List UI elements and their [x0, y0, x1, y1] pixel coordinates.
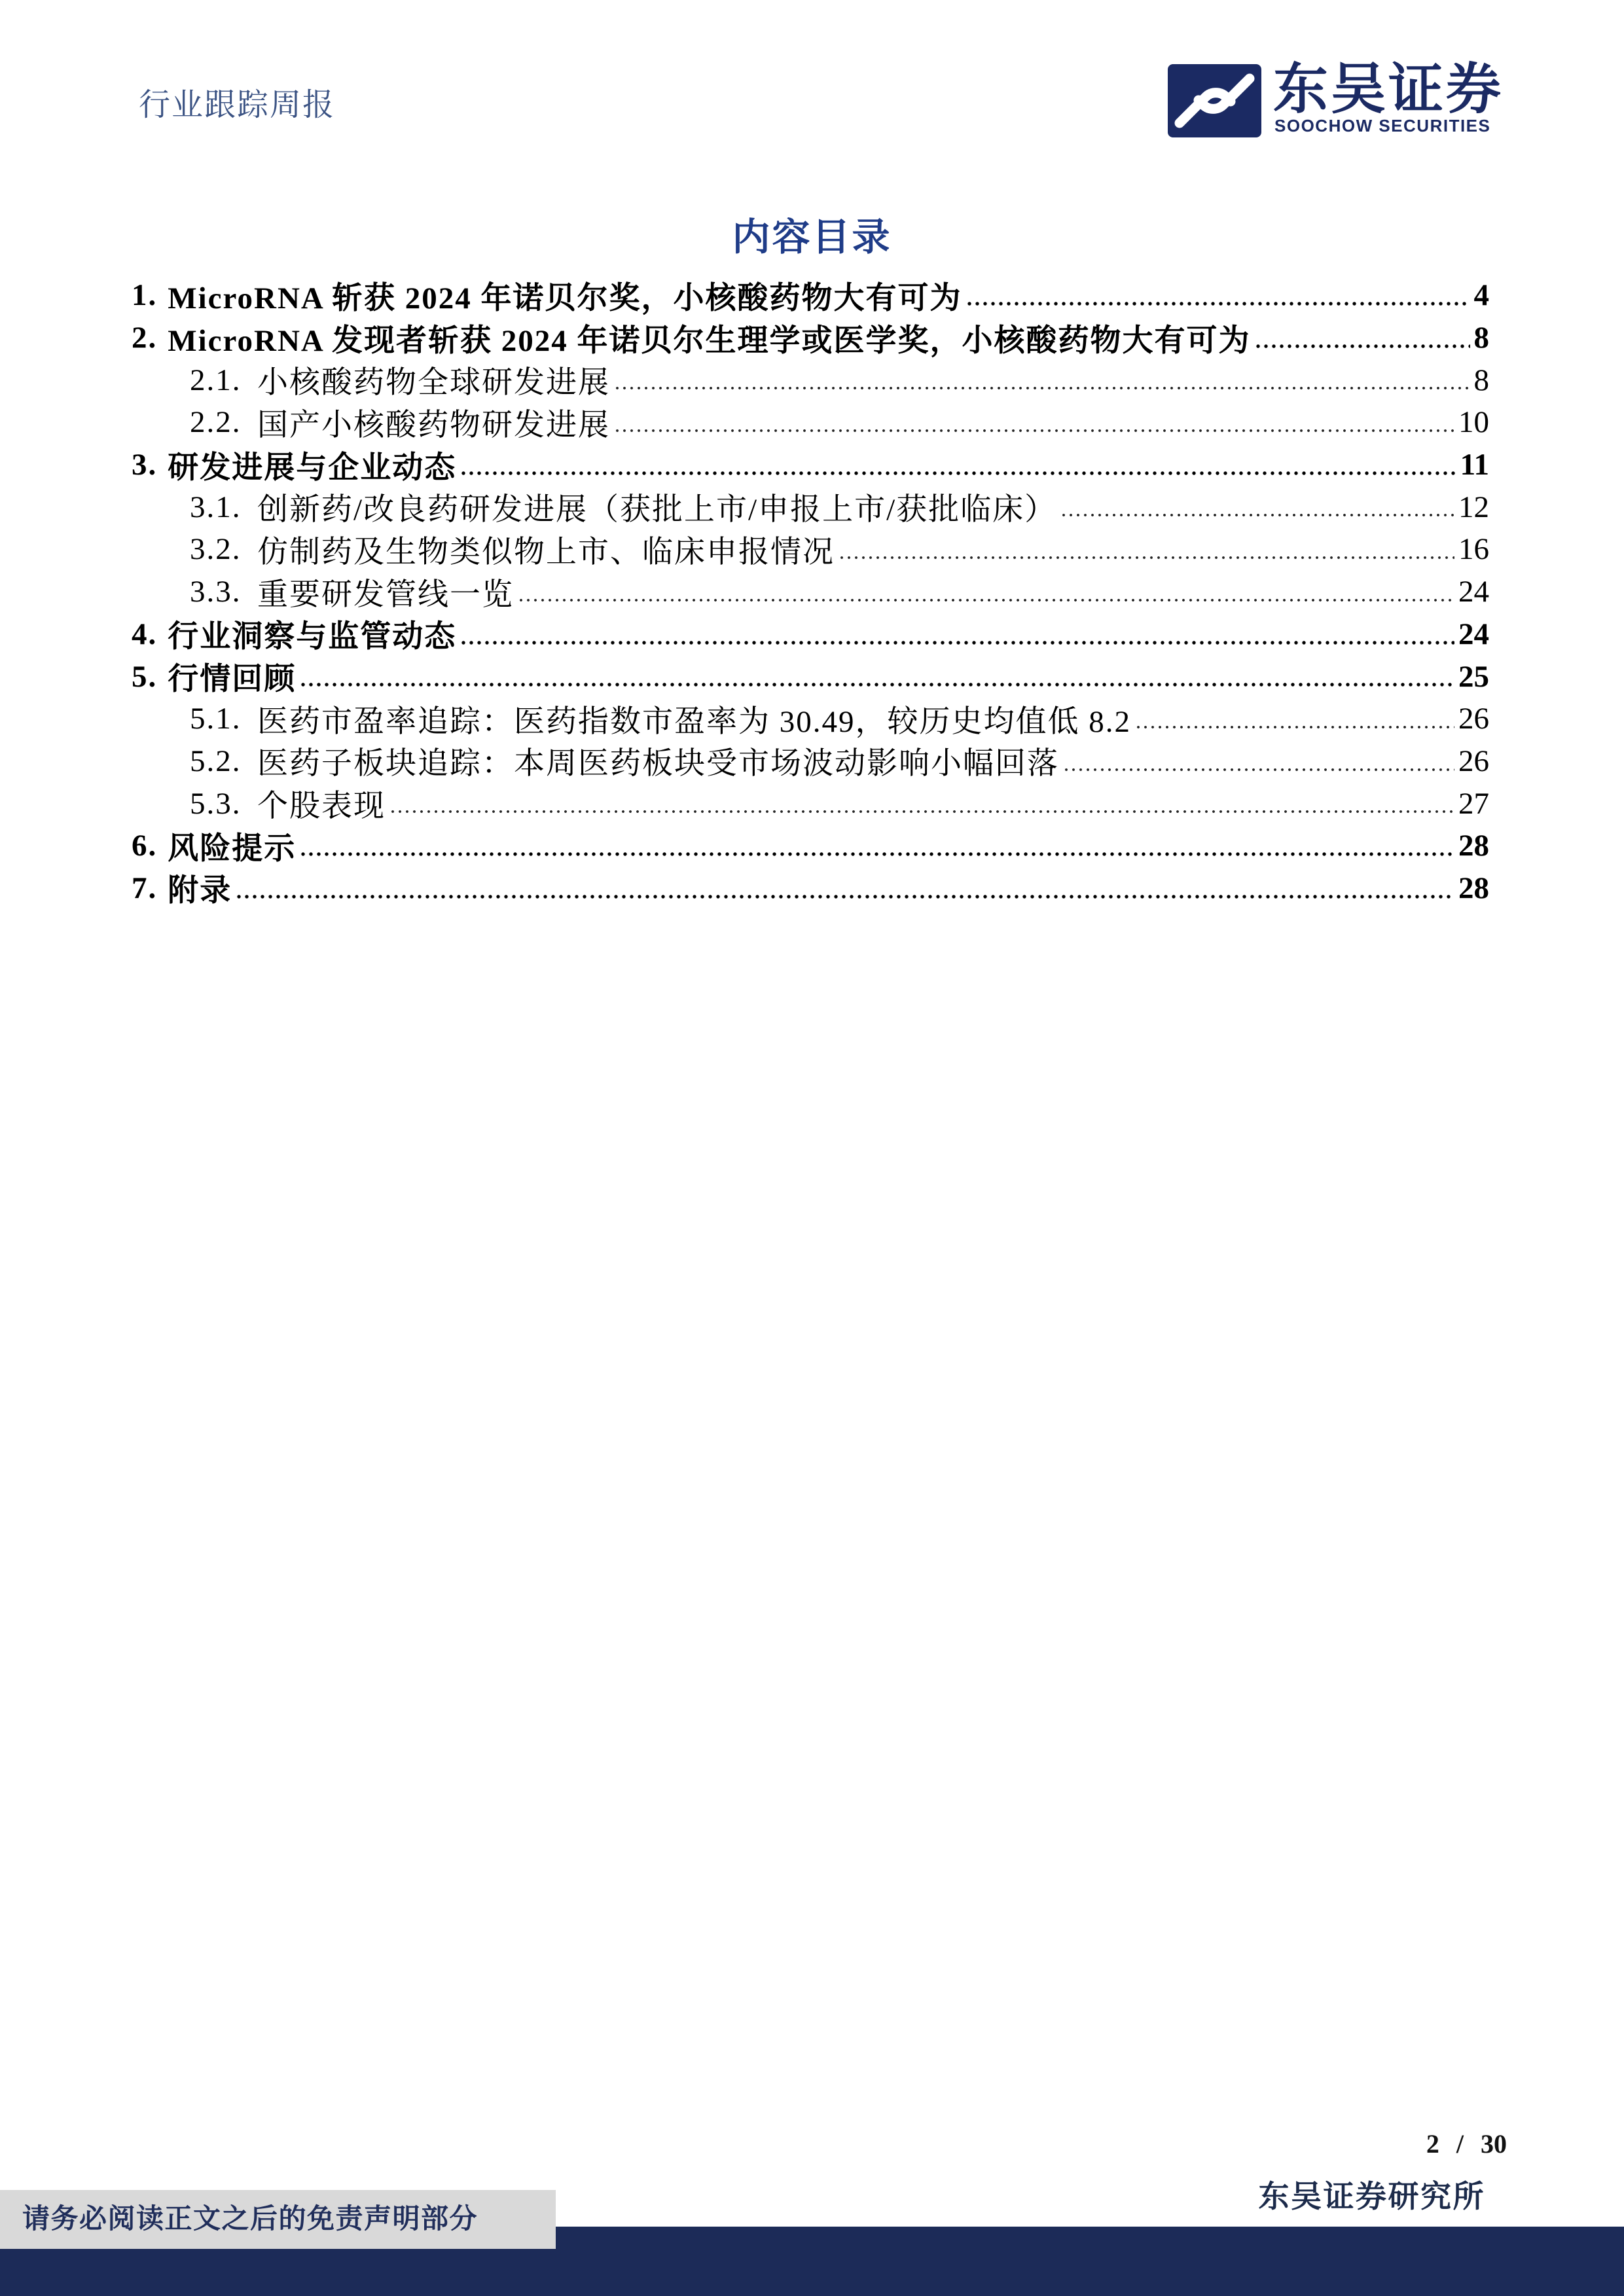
toc-entry-title: 行情回顾 [168, 662, 297, 697]
soochow-logo-icon [1168, 64, 1261, 137]
report-type-label: 行业跟踪周报 [139, 88, 336, 122]
dot-leader [461, 444, 1456, 486]
toc-entry-number: 4. [132, 617, 158, 651]
toc-entry-page: 12 [1458, 490, 1489, 524]
toc-entry-2-2[interactable] [132, 401, 1489, 444]
page-number: 2 / 30 [1426, 2129, 1507, 2159]
toc-entry-5-3[interactable] [132, 782, 1489, 825]
toc-entry-number: 2.2. [190, 405, 242, 440]
toc-entry-number: 5.3. [190, 786, 242, 821]
brand-name-cn: 东吴证券 [1273, 57, 1504, 121]
disclaimer-text: 请务必阅读正文之后的免责声明部分 [22, 2204, 478, 2234]
toc-entry-7[interactable] [132, 867, 1489, 910]
toc-entry-page: 26 [1458, 744, 1489, 778]
toc-entry-title: 医药子板块追踪：本周医药板块受市场波动影响小幅回落 [257, 747, 1059, 781]
toc-entry-page: 27 [1458, 786, 1489, 821]
toc-entry-page: 26 [1458, 702, 1489, 736]
toc-entry-number: 3.1. [190, 490, 242, 524]
toc-entry-page: 4 [1473, 278, 1489, 313]
toc-entry-title: 行业洞察与监管动态 [168, 620, 457, 655]
toc-entry-number: 2. [132, 321, 158, 355]
toc-entry-page: 8 [1473, 363, 1489, 397]
toc-entry-title: 创新药/改良药研发进展（获批上市/申报上市/获批临床） [257, 493, 1057, 528]
toc-entry-6[interactable] [132, 825, 1489, 867]
toc-entry-5[interactable] [132, 655, 1489, 698]
toc-entry-number: 7. [132, 870, 158, 905]
toc-entry-1[interactable] [132, 274, 1489, 317]
toc-entry-page: 25 [1458, 659, 1489, 694]
dot-leader [391, 782, 1454, 825]
dot-leader [1136, 698, 1454, 740]
dot-leader [519, 571, 1454, 613]
dot-leader [301, 825, 1454, 867]
toc-entry-5-2[interactable] [132, 740, 1489, 783]
toc-entry-number: 5.2. [190, 744, 242, 778]
toc-entry-page: 10 [1458, 405, 1489, 440]
toc-entry-title: 小核酸药物全球研发进展 [257, 366, 610, 401]
toc-entry-title: 风险提示 [168, 831, 297, 866]
toc-entry-page: 24 [1458, 575, 1489, 609]
toc-entry-number: 3. [132, 448, 158, 482]
toc-entry-title: 仿制药及生物类似物上市、临床申报情况 [257, 535, 835, 569]
toc-entry-4[interactable] [132, 613, 1489, 656]
toc-entry-2[interactable] [132, 317, 1489, 359]
dot-leader [967, 274, 1470, 317]
dot-leader [301, 655, 1454, 698]
toc-entry-title: 附录 [168, 874, 232, 908]
toc-entry-title: 研发进展与企业动态 [168, 450, 457, 485]
toc-entry-page: 28 [1458, 870, 1489, 905]
toc-entry-page: 28 [1458, 829, 1489, 863]
toc-entry-number: 2.1. [190, 363, 242, 397]
toc-entry-page: 8 [1473, 321, 1489, 355]
dot-leader [840, 528, 1454, 571]
dot-leader [1062, 486, 1454, 528]
toc-entry-title: 国产小核酸药物研发进展 [257, 408, 610, 442]
toc-entry-page: 24 [1458, 617, 1489, 651]
toc-entry-3-2[interactable] [132, 528, 1489, 571]
dot-leader [615, 359, 1470, 401]
toc-entry-title: MicroRNA 斩获 2024 年诺贝尔奖，小核酸药物大有可为 [168, 281, 962, 315]
dot-leader [461, 613, 1454, 656]
toc-entry-title: 医药市盈率追踪：医药指数市盈率为 30.49，较历史均值低 8.2 [257, 704, 1131, 739]
table-of-contents [132, 274, 1489, 909]
toc-entry-5-1[interactable] [132, 698, 1489, 740]
toc-entry-3[interactable] [132, 444, 1489, 486]
dot-leader [1064, 740, 1454, 783]
institute-name: 东吴证券研究所 [1258, 2180, 1485, 2214]
toc-title: 内容目录 [732, 216, 892, 259]
toc-entry-number: 5.1. [190, 702, 242, 736]
toc-entry-3-3[interactable] [132, 571, 1489, 613]
toc-entry-number: 6. [132, 829, 158, 863]
toc-entry-page: 16 [1458, 532, 1489, 567]
toc-entry-2-1[interactable] [132, 359, 1489, 401]
toc-entry-number: 3.3. [190, 575, 242, 609]
toc-entry-title: MicroRNA 发现者斩获 2024 年诺贝尔生理学或医学奖，小核酸药物大有可为 [168, 323, 1251, 358]
brand-name-en: SOOCHOW SECURITIES [1274, 116, 1491, 135]
dot-leader [615, 401, 1454, 444]
toc-entry-3-1[interactable] [132, 486, 1489, 528]
toc-entry-number: 5. [132, 659, 158, 694]
disclaimer-banner [0, 2190, 556, 2249]
dot-leader [1256, 317, 1470, 359]
dot-leader [237, 867, 1454, 910]
toc-entry-page: 11 [1460, 448, 1489, 482]
toc-entry-title: 个股表现 [257, 789, 386, 824]
toc-entry-number: 1. [132, 278, 158, 313]
toc-entry-number: 3.2. [190, 532, 242, 567]
toc-entry-title: 重要研发管线一览 [257, 577, 514, 612]
